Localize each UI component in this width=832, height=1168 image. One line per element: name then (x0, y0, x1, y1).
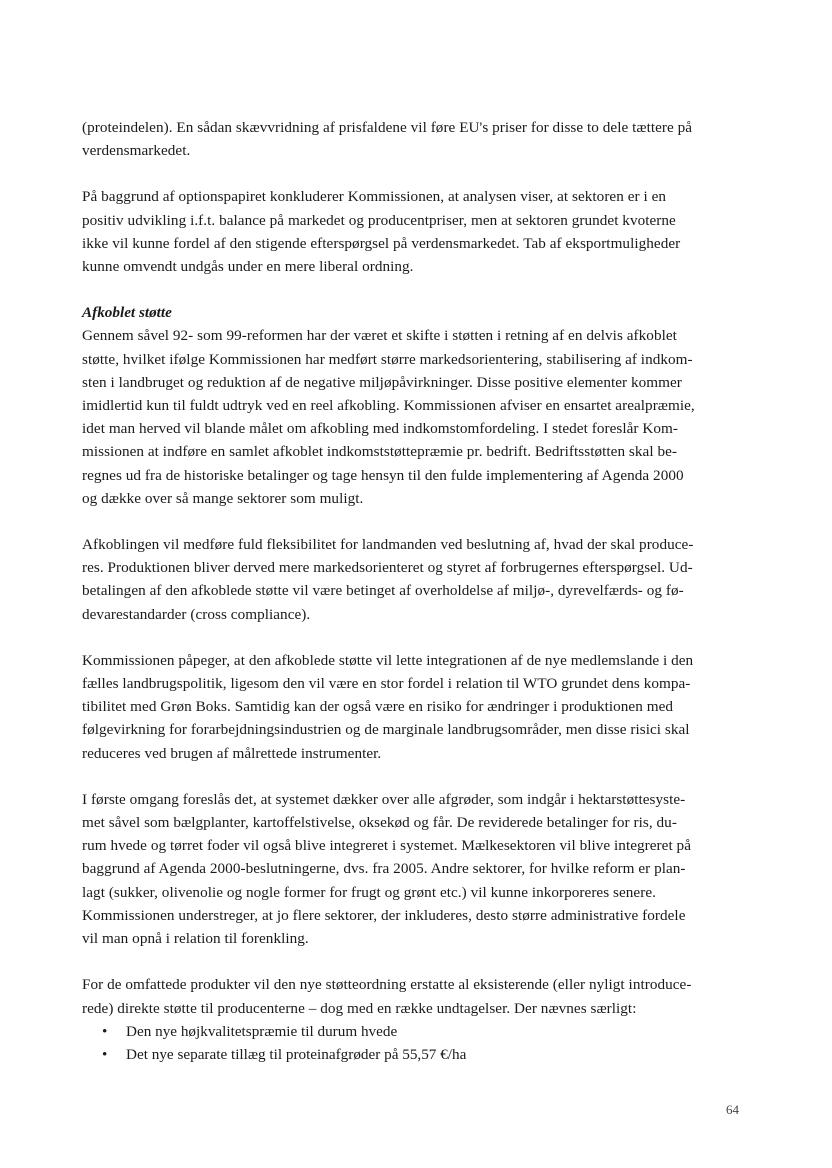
text-line: res. Produktionen bliver derved mere markedsorienteret og styret af forbrugernes efterspørgsel. Ud- (82, 559, 693, 577)
paragraph-optionspapiret (82, 185, 754, 278)
text-line: regnes ud fra de historiske betalinger og tage hensyn til den fulde implementering af Agenda 2000 (82, 466, 684, 484)
text-line: met såvel som bælgplanter, kartoffelstivelse, oksekød og får. De reviderede betalinger for ris, du- (82, 814, 677, 832)
paragraph-reformen (82, 324, 754, 510)
text-line: reduceres ved brugen af målrettede instrumenter. (82, 744, 382, 762)
text-line: For de omfattede produkter vil den nye støtteordning erstatte al eksisterende (eller nyligt introduce- (82, 976, 692, 994)
text-line: fælles landbrugspolitik, ligesom den vil være en stor fordel i relation til WTO grundet dens kompa- (82, 675, 691, 693)
paragraph-sektorer (82, 788, 754, 950)
document-page (82, 116, 754, 1066)
text-line: baggrund af Agenda 2000-beslutningerne, dvs. fra 2005. Andre sektorer, for hvilke reform er plan- (82, 860, 686, 878)
text-line: På baggrund af optionspapiret konkluderer Kommissionen, at analysen viser, at sektoren er i en (82, 188, 667, 206)
text-line: lagt (sukker, olivenolie og nogle former for frugt og grønt etc.) vil kunne inkorporeres senere. (82, 883, 656, 901)
text-line: rum hvede og tørret foder vil også blive integreret i systemet. Mælkesektoren vil blive integreret på (82, 837, 691, 855)
text-line: idet man herved vil blande målet om afkobling med indkomstomfordeling. I stedet foreslår Kom- (82, 420, 678, 438)
text-line: kunne omvendt undgås under en mere liberal ordning. (82, 258, 414, 276)
list-item (102, 1020, 754, 1043)
list-item-text: Det nye separate tillæg til proteinafgrøder på 55,57 €/ha (126, 1045, 467, 1063)
text-line: missionen at indføre en samlet afkoblet indkomststøttepræmie pr. bedrift. Bedriftsstøtten skal be- (82, 443, 677, 461)
text-line: (proteindelen). En sådan skævvridning af prisfaldene vil føre EU's priser for disse to dele tættere på (82, 119, 693, 136)
text-line: betalingen af den afkoblede støtte vil være betinget af overholdelse af miljø-, dyrevelfærds- og fø- (82, 582, 684, 600)
paragraph-integration (82, 649, 754, 765)
text-line: devarestandarder (cross compliance). (82, 605, 311, 623)
text-line: tibilitet med Grøn Boks. Samtidig kan der også være en risiko for ændringer i produktionen med (82, 698, 674, 716)
text-line: I første omgang foreslås det, at systemet dækker over alle afgrøder, som indgår i hektarstøttesyste- (82, 790, 686, 808)
text-line: rede) direkte støtte til producenterne – dog med en række undtagelser. Der nævnes særligt: (82, 999, 637, 1017)
text-line: sten i landbruget og reduktion af de negative miljøpåvirkninger. Disse positive elementer kommer (82, 373, 682, 391)
text-line: imidlertid kun til fuldt udtryk ved en reel afkobling. Kommissionen afviser en ensartet arealpræmie, (82, 397, 695, 415)
paragraph-omfattede-produkter (82, 973, 754, 1019)
text-line: støtte, hvilket ifølge Kommissionen har medført større markedsorientering, stabilisering af indkom- (82, 350, 693, 368)
bullet-icon: • (102, 1022, 108, 1040)
text-line: verdensmarkedet. (82, 142, 191, 160)
paragraph-fleksibilitet (82, 533, 754, 626)
text-line: ikke vil kunne fordel af den stigende efterspørgsel på verdensmarkedet. Tab af eksportmuligheder (82, 234, 681, 252)
list-item (102, 1043, 754, 1066)
list-item-text: Den nye højkvalitetspræmie til durum hvede (126, 1022, 398, 1040)
text-line: Afkoblingen vil medføre fuld fleksibilitet for landmanden ved beslutning af, hvad der skal produce- (82, 536, 694, 554)
text-line: positiv udvikling i.f.t. balance på markedet og producentpriser, men at sektoren grundet kvoterne (82, 211, 676, 229)
page-number: 64 (726, 1102, 739, 1117)
text-line: følgevirkning for forarbejdningsindustrien og de marginale landbrugsområder, men disse risici skal (82, 721, 690, 739)
text-line: Gennem såvel 92- som 99-reformen har der været et skifte i støtten i retning af en delvis afkoblet (82, 327, 677, 345)
text-line: og dække over så mange sektorer som muligt. (82, 489, 364, 507)
bullet-list (82, 1020, 754, 1066)
section-heading-afkoblet-stotte: Afkoblet støtte (82, 304, 172, 322)
text-line: Kommissionen understreger, at jo flere sektorer, der inkluderes, desto større administrative fordele (82, 906, 686, 924)
paragraph-proteindelen (82, 116, 754, 162)
text-line: Kommissionen påpeger, at den afkoblede støtte vil lette integrationen af de nye medlemslande i den (82, 651, 694, 669)
text-line: vil man opnå i relation til forenkling. (82, 930, 309, 948)
bullet-icon: • (102, 1045, 108, 1063)
